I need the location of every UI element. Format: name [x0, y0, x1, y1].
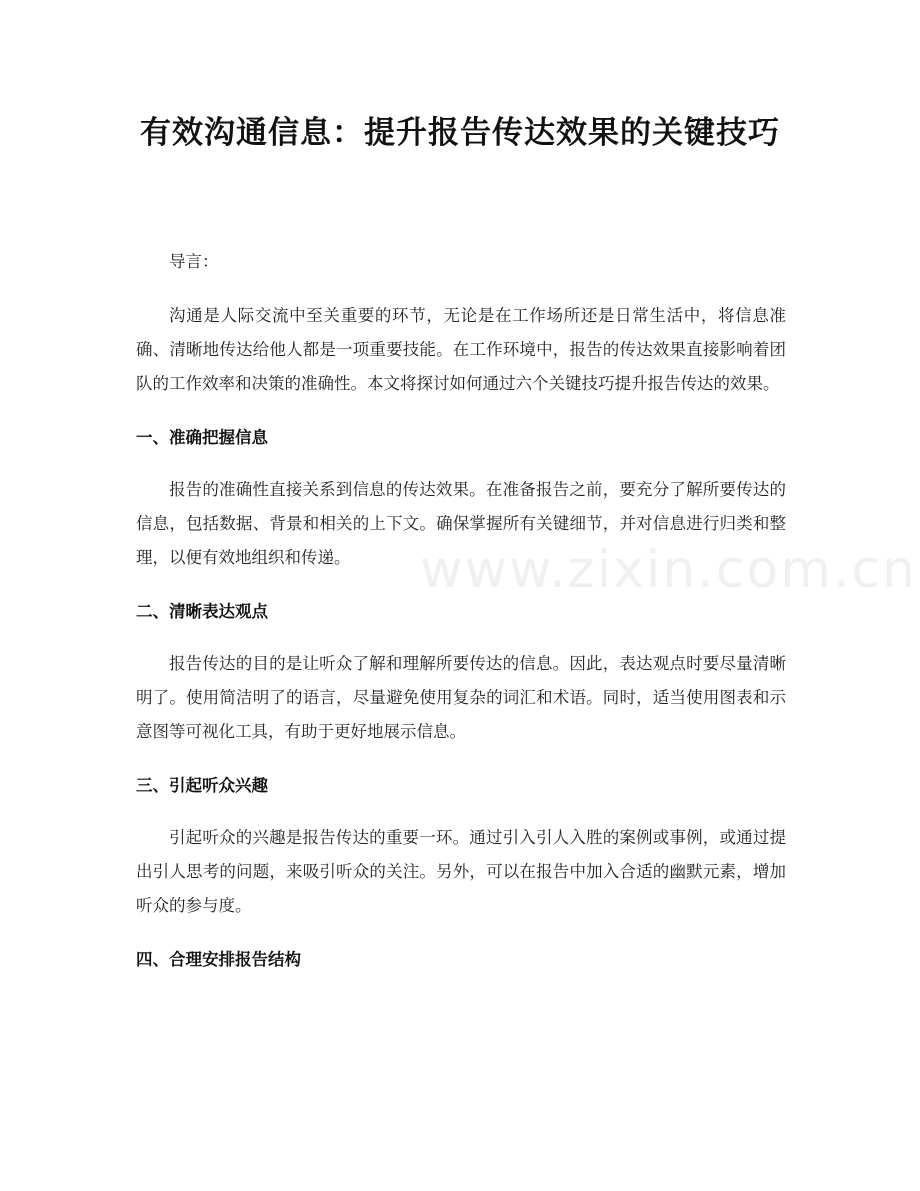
- section-body-2: 报告传达的目的是让听众了解和理解所要传达的信息。因此，表达观点时要尽量清晰明了。使用简洁明了的语言，尽量避免使用复杂的词汇和术语。同时，适当使用图表和示意图等可视化工具，有助于更好地展示信息。: [136, 654, 786, 741]
- section-heading-1: 一、准确把握信息: [136, 428, 268, 447]
- section-body-1: 报告的准确性直接关系到信息的传达效果。在准备报告之前，要充分了解所要传达的信息，包括数据、背景和相关的上下文。确保掌握所有关键细节，并对信息进行归类和整理，以便有效地组织和传递。: [136, 480, 786, 567]
- section-heading-4: 四、合理安排报告结构: [136, 950, 301, 969]
- section-heading-3: 三、引起听众兴趣: [136, 776, 268, 795]
- section-heading-2: 二、清晰表达观点: [136, 602, 268, 621]
- intro-label: 导言：: [169, 252, 219, 271]
- section-body-3: 引起听众的兴趣是报告传达的重要一环。通过引入引人入胜的案例或事例，或通过提出引人思考的问题，来吸引听众的关注。另外，可以在报告中加入合适的幽默元素，增加听众的参与度。: [136, 828, 786, 915]
- intro-paragraph: 沟通是人际交流中至关重要的环节，无论是在工作场所还是日常生活中，将信息准确、清晰地传达给他人都是一项重要技能。在工作环境中，报告的传达效果直接影响着团队的工作效率和决策的准确性。本文将探讨如何通过六个关键技巧提升报告传达的效果。: [136, 306, 786, 393]
- watermark: www.zixin.com.cn: [420, 540, 917, 600]
- document-body: [136, 245, 786, 995]
- document-title: 有效沟通信息：提升报告传达效果的关键技巧: [140, 115, 780, 151]
